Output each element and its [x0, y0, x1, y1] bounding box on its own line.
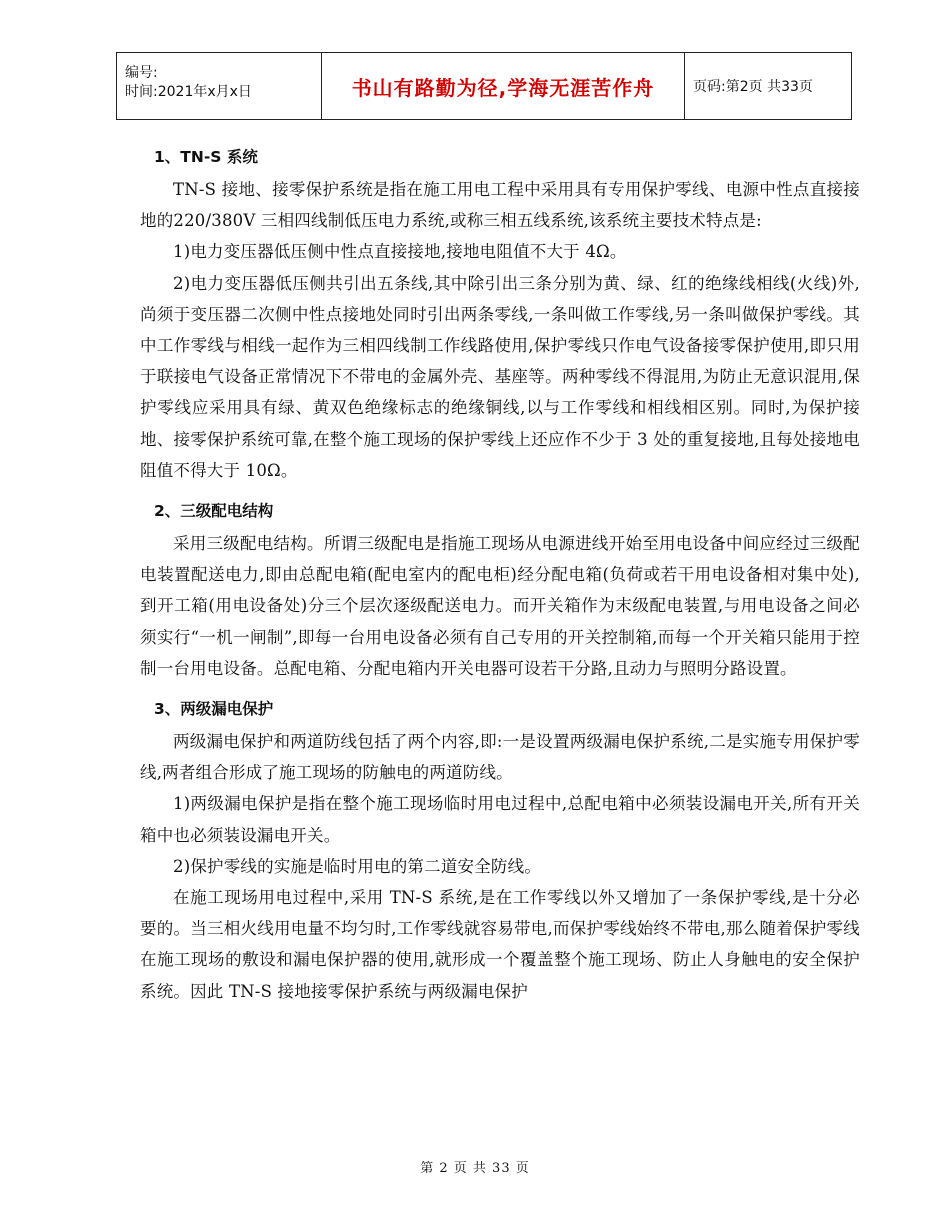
paragraph: 1)两级漏电保护是指在整个施工现场临时用电过程中,总配电箱中必须装设漏电开关,所有开关箱中也必须装设漏电开关。: [140, 794, 860, 845]
paragraph: 2)保护零线的实施是临时用电的第二道安全防线。: [173, 856, 542, 876]
paragraph: TN-S 接地、接零保护系统是指在施工用电工程中采用具有专用保护零线、电源中性点直接接地的220/380V 三相四线制低压电力系统,或称三相五线系统,该系统主要技术特点是:: [140, 180, 860, 231]
page-header: [116, 52, 852, 120]
paragraph: 在施工现场用电过程中,采用 TN-S 系统,是在工作零线以外又增加了一条保护零线,是十分必要的。当三相火线用电量不均匀时,工作零线就容易带电,而保护零线始终不带电,那么随着保护零线在施工现场的敷设和漏电保护器的使用,就形成一个覆盖整个施工现场、防止人身触电的安全保护系统。因此 TN-S 接地接零保护系统与两级漏电保护: [140, 888, 860, 1001]
section-title: 3、两级漏电保护: [154, 700, 274, 719]
header-motto: 书山有路勤为径,学海无涯苦作舟: [322, 53, 685, 120]
page-footer: 第 2 页 共 33 页: [420, 1161, 530, 1176]
paragraph: 1)电力变压器低压侧中性点直接接地,接地电阻值不大于 4Ω。: [173, 242, 627, 262]
paragraph: 采用三级配电结构。所谓三级配电是指施工现场从电源进线开始至用电设备中间应经过三级配电装置配送电力,即由总配电箱(配电室内的配电柜)经分配电箱(负荷或若干用电设备相对集中处),到开工箱(用电设备处)分三个层次逐级配送电力。而开关箱作为末级配电装置,与用电设备之间必须实行“一机一闸制”,即每一台用电设备必须有自己专用的开关控制箱,而每一个开关箱只能用于控制一台用电设备。总配电箱、分配电箱内开关电器可设若干分路,且动力与照明分路设置。: [140, 534, 860, 678]
paragraph: 两级漏电保护和两道防线包括了两个内容,即:一是设置两级漏电保护系统,二是实施专用保护零线,两者组合形成了施工现场的防触电的两道防线。: [140, 732, 860, 783]
header-meta-cell: [117, 53, 322, 120]
paragraph: 2)电力变压器低压侧共引出五条线,其中除引出三条分别为黄、绿、红的绝缘线相线(火线)外,尚须于变压器二次侧中性点接地处同时引出两条零线,一条叫做工作零线,另一条叫做保护零线。其中工作零线与相线一起作为三相四线制工作线路使用,保护零线只作电气设备接零保护使用,即只用于联接电气设备正常情况下不带电的金属外壳、基座等。两种零线不得混用,为防止无意识混用,保护零线应采用具有绿、黄双色绝缘标志的绝缘铜线,以与工作零线和相线相区别。同时,为保护接地、接零保护系统可靠,在整个施工现场的保护零线上还应作不少于 3 处的重复接地,且每处接地电阻值不得大于 10Ω。: [140, 273, 860, 480]
document-number-label: 编号:: [125, 65, 158, 81]
section-title: 1、TN-S 系统: [154, 148, 258, 166]
document-time-label: 时间:2021年x月x日: [125, 84, 252, 100]
document-body: [140, 140, 860, 1007]
header-page-info: 页码:第2页 共33页: [685, 53, 852, 120]
section-title: 2、三级配电结构: [154, 502, 274, 521]
